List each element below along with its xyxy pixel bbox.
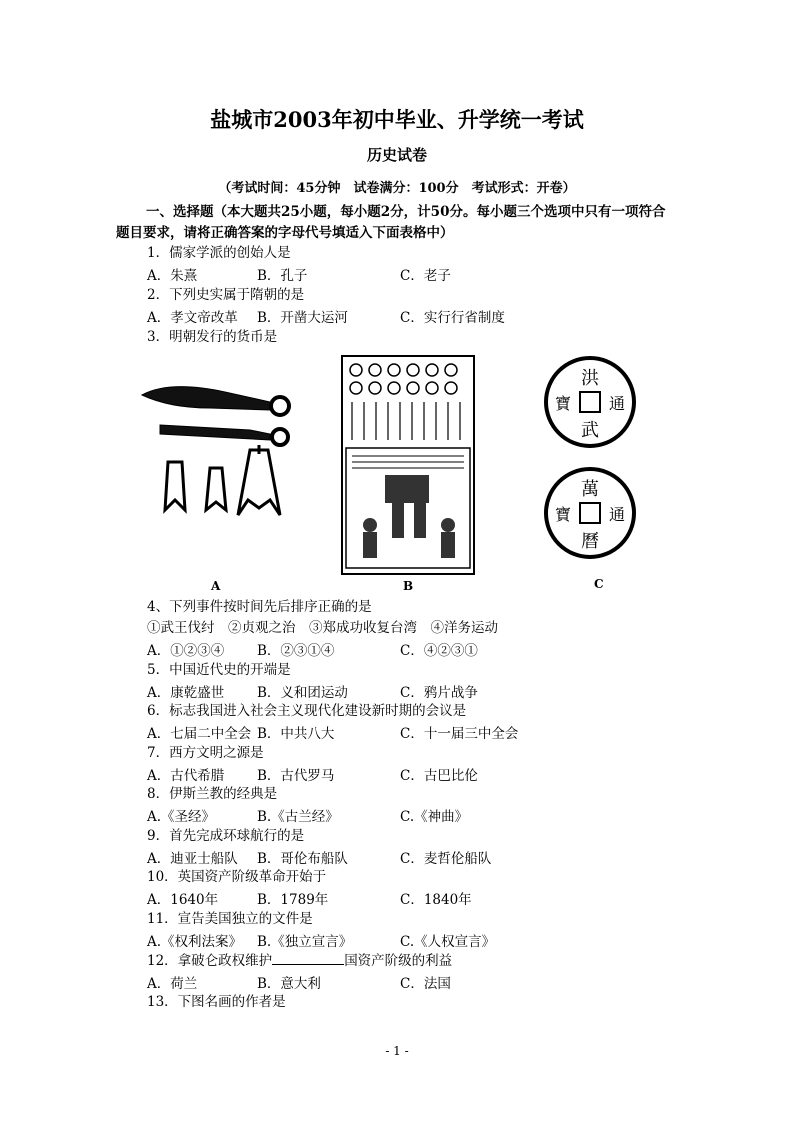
question-7-stem: 7．西方文明之源是 (147, 745, 264, 761)
exam-title: 盐城市2003年初中毕业、升学统一考试 (210, 107, 584, 132)
q4-option-c: C．④②③① (400, 643, 478, 659)
figure-label-a: A (211, 579, 221, 593)
q12-stem-before: 12．拿破仑政权维护 (147, 953, 273, 969)
q5-option-c: C．鸦片战争 (400, 685, 478, 701)
question-5-stem: 5．中国近代史的开端是 (147, 662, 291, 678)
coin-bottom-char-left: 寶 (554, 505, 572, 524)
q12-option-c: C．法国 (400, 976, 451, 992)
question-4-stem: 4、下列事件按时间先后排序正确的是 (147, 599, 372, 615)
coin-bottom-char-bottom: 曆 (581, 531, 599, 552)
paper-money-illustration (342, 356, 474, 574)
q10-option-b: B．1789年 (257, 892, 329, 908)
q7-option-a: A．古代希腊 (147, 768, 225, 784)
coin-top-char-right: 通 (608, 394, 626, 413)
q12-stem-after: 国资产阶级的利益 (344, 953, 453, 969)
question-11-stem: 11．宣告美国独立的文件是 (147, 911, 313, 927)
question-8-stem: 8．伊斯兰教的经典是 (147, 786, 278, 802)
q4-option-b: B．②③①④ (257, 643, 335, 659)
q8-option-a: A.《圣经》 (147, 809, 216, 825)
q6-option-a: A．七届二中全会 (147, 726, 252, 742)
page-number: - 1 - (385, 1044, 409, 1058)
coin-bottom-char-right: 通 (608, 505, 626, 524)
q11-option-c: C.《人权宣言》 (400, 934, 496, 950)
q2-option-a: A．孝文帝改革 (147, 310, 238, 326)
q11-option-a: A.《权利法案》 (147, 934, 243, 950)
question-2-stem: 2．下列史实属于隋朝的是 (147, 287, 305, 303)
q7-option-b: B．古代罗马 (257, 768, 335, 784)
exam-info: （考试时间：45分钟 试卷满分：100分 考试形式：开卷） (218, 181, 576, 196)
knife-coin-illustration (142, 387, 289, 445)
q9-option-b: B．哥伦布船队 (257, 851, 348, 867)
figure-label-b: B (403, 579, 414, 593)
question-4-events: ①武王伐纣 ②贞观之治 ③郑成功收复台湾 ④洋务运动 (147, 620, 498, 636)
exam-subtitle: 历史试卷 (366, 146, 427, 164)
q4-option-a: A．①②③④ (147, 643, 225, 659)
coin-bottom-char-top: 萬 (581, 479, 599, 500)
q6-option-c: C．十一届三中全会 (400, 726, 519, 742)
q1-option-b: B．孔子 (257, 268, 308, 284)
q9-option-a: A．迪亚士船队 (147, 851, 238, 867)
round-coin-top (546, 358, 634, 446)
q5-option-b: B．义和团运动 (257, 685, 348, 701)
question-3-stem: 3．明朝发行的货币是 (147, 329, 278, 345)
q5-option-a: A．康乾盛世 (147, 685, 225, 701)
q2-option-b: B．开凿大运河 (257, 310, 348, 326)
q8-option-b: B.《古兰经》 (257, 809, 339, 825)
section-instruction: 一、选择题（本大题共25小题，每小题2分，计50分。每小题三个选项中只有一项符合题目要求，请将正确答案的字母代号填适入下面表格中） (116, 204, 666, 241)
question-6-stem: 6．标志我国进入社会主义现代化建设新时期的会议是 (147, 703, 467, 719)
coin-top-char-left: 寶 (554, 394, 572, 413)
coin-top-char-bottom: 武 (581, 420, 599, 441)
q2-option-c: C．实行行省制度 (400, 310, 505, 326)
question-10-stem: 10．英国资产阶级革命开始于 (147, 869, 327, 885)
question-13-stem: 13．下图名画的作者是 (147, 994, 286, 1010)
q6-option-b: B．中共八大 (257, 726, 335, 742)
spade-coin-illustration (165, 445, 280, 515)
q12-option-b: B．意大利 (257, 976, 321, 992)
question-12-stem (147, 951, 452, 971)
figure-label-c: C (594, 577, 604, 591)
q11-option-b: B.《独立宣言》 (257, 934, 353, 950)
q1-option-c: C．老子 (400, 268, 451, 284)
round-coin-bottom (546, 469, 634, 557)
q12-option-a: A．荷兰 (147, 976, 198, 992)
question-1-stem: 1．儒家学派的创始人是 (147, 245, 291, 261)
coin-top-char-top: 洪 (581, 368, 599, 389)
q12-fill-blank (272, 952, 344, 965)
q1-option-a: A．朱熹 (147, 268, 198, 284)
q10-option-c: C．1840年 (400, 892, 472, 908)
q10-option-a: A．1640年 (147, 892, 219, 908)
q7-option-c: C．古巴比伦 (400, 768, 478, 784)
q8-option-c: C.《神曲》 (400, 809, 469, 825)
currency-figure (130, 350, 670, 595)
question-9-stem: 9．首先完成环球航行的是 (147, 828, 305, 844)
q9-option-c: C．麦哲伦船队 (400, 851, 492, 867)
